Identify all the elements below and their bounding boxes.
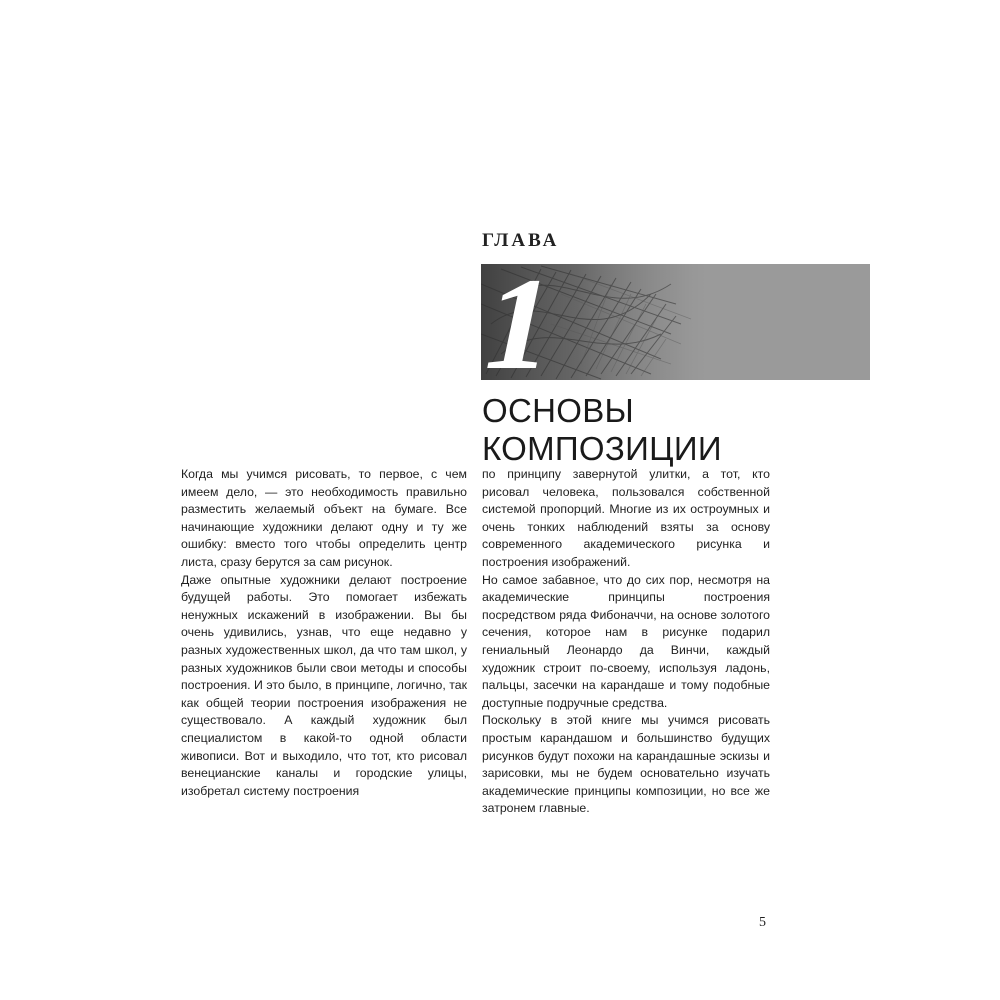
chapter-number: 1	[470, 250, 568, 397]
body-column-left	[181, 466, 467, 800]
chapter-title-line2: КОМПОЗИЦИИ	[482, 430, 722, 467]
chapter-title-line1: ОСНОВЫ	[482, 392, 635, 429]
chapter-label: ГЛАВА	[482, 230, 560, 251]
paragraph: Даже опытные художники делают построение будущей работы. Это помогает избежать ненужных искажений в изображении. Вы бы очень удивились, узнав, что еще недавно у разных художественных школ, да что там школ, у разных художников были свои методы и способы построения. И это было, в принципе, логично, так как общей теории построения изображения не существовало. А каждый художник был специалистом в какой-то одной области живописи. Вот и выходило, что тот, кто рисовал венецианские каналы и городские улицы, изобретал систему построения	[181, 572, 467, 798]
body-column-right	[482, 466, 770, 818]
page-number: 5	[759, 915, 766, 930]
paragraph: Когда мы учимся рисовать, то первое, с чем имеем дело, — это необходимость правильно разместить желаемый объект на бумаге. Все начинающие художники делают одну и ту же ошибку: вместо того чтобы определить центр листа, сразу берутся за сам рисунок.	[181, 467, 467, 569]
chapter-title	[482, 392, 722, 468]
paragraph: Но самое забавное, что до сих пор, несмотря на академические принципы построения посредством ряда Фибоначчи, на основе золотого сечения, которое нам в рисунке подарил гениальный Леонардо да Винчи, каждый художник строит по-своему, используя ладонь, пальцы, засечки на карандаше и тому подобные доступные подручные средства.	[482, 572, 770, 710]
paragraph: Поскольку в этой книге мы учимся рисовать простым карандашом и большинство будущих рисунков будут похожи на карандашные эскизы и зарисовки, мы не будем основательно изучать академические принципы композиции, но все же затронем главные.	[482, 713, 770, 816]
paragraph: по принципу завернутой улитки, а тот, кто рисовал человека, пользовался собственной системой пропорций. Многие из их остроумных и очень тонких наблюдений взяты за основу современного академического рисунка и построения изображений.	[482, 467, 770, 569]
